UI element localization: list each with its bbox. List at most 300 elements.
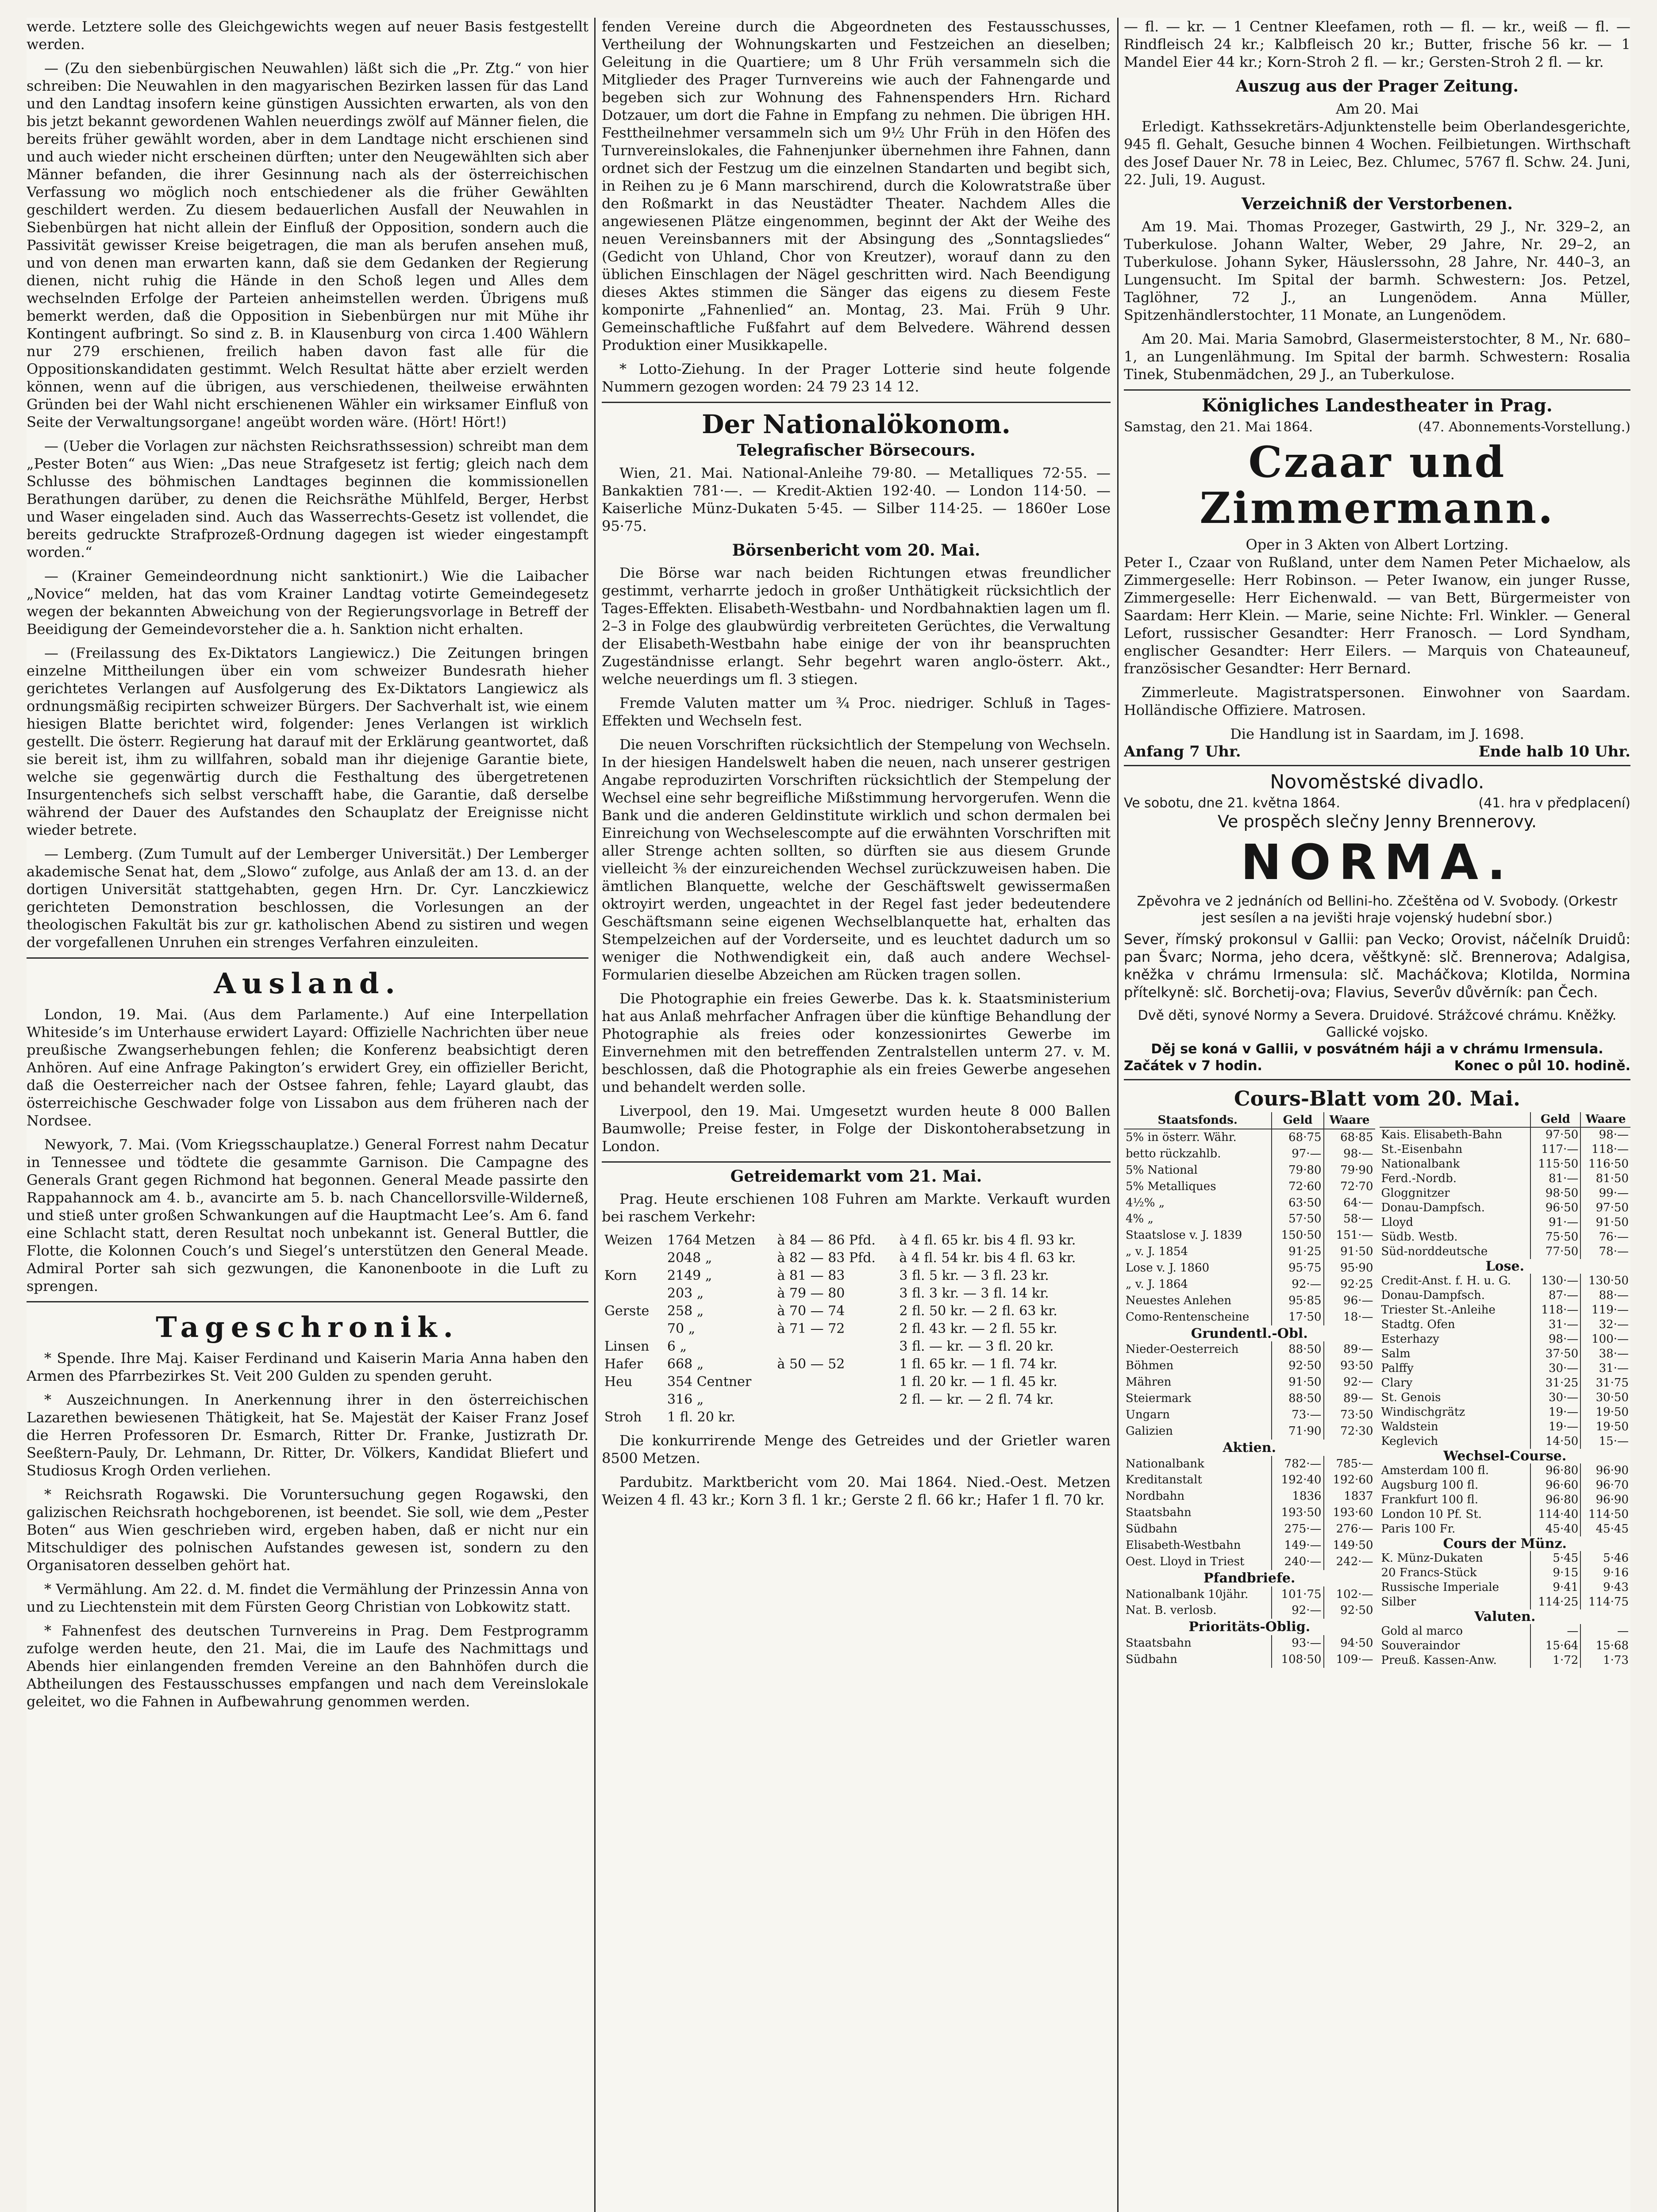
article-paragraph: * Auszeichnungen. In Anerkennung ihrer in den österreichischen Lazarethen bewiesenen Thätigkeit, hat Se. Majestät der Kaiser Franz Josef die Herren Professoren Dr. Esmarch, Ritter Dr. Franke, Justizrath Dr. Seeßtern-Pauly, Dr. Lehmann, Dr. Ritter, Dr. Völkers, Kandidat Bliefert und Studiosus Krogh Orden verliehen. xyxy=(27,1391,588,1479)
article-paragraph: Die Photographie ein freies Gewerbe. Das k. k. Staatsministerium hat aus Anlaß mehrfacher Anfragen über die künftige Behandlung der Photographie als freies oder konzessionirtes Gewerbe im Einvernehmen mit den betreffenden Zentralstellen unterm 27. v. M. beschlossen, daß die Photographie als ein freies Gewerbe angesehen und behandelt werden solle. xyxy=(602,990,1111,1095)
price-ware: 18·— xyxy=(1324,1309,1375,1325)
grain-name xyxy=(602,1391,665,1409)
price-geld: 45·40 xyxy=(1530,1522,1581,1536)
price-ware: 9·43 xyxy=(1580,1580,1630,1595)
column-right xyxy=(1124,18,1630,2212)
theater-abo: (47. Abonnements-Vorstellung.) xyxy=(1418,419,1630,435)
grain-price: 1 fl. 65 kr. — 1 fl. 74 kr. xyxy=(899,1356,1057,1372)
grain-range xyxy=(775,1373,897,1391)
section-title-ausland: Ausland. xyxy=(214,967,401,1000)
price-ware: 38·— xyxy=(1580,1347,1630,1361)
security-name: Souveraindor xyxy=(1381,1639,1460,1652)
column-rule xyxy=(594,18,596,2212)
price-ware: 96·70 xyxy=(1580,1478,1630,1493)
price-geld: 130·— xyxy=(1530,1274,1581,1288)
grain-price: 3 fl. 5 kr. — 3 fl. 23 kr. xyxy=(899,1268,1049,1283)
price-geld: 193·50 xyxy=(1272,1505,1323,1521)
price-geld: 149·— xyxy=(1272,1537,1323,1554)
grain-qty: 258 „ xyxy=(667,1303,704,1319)
grain-qty: 316 „ xyxy=(667,1392,704,1407)
grain-name: Hafer xyxy=(604,1356,643,1372)
price-geld: 91·50 xyxy=(1272,1374,1323,1390)
price-ware: 96·90 xyxy=(1580,1463,1630,1478)
novo-title: Novoměstské divadlo. xyxy=(1270,771,1484,793)
novo-date: Ve sobotu, dne 21. května 1864. xyxy=(1124,795,1340,811)
exchange-row xyxy=(1124,1554,1375,1570)
exchange-row xyxy=(1124,1227,1375,1244)
security-name: Augsburg 100 fl. xyxy=(1381,1479,1479,1492)
article-paragraph: London, 19. Mai. (Aus dem Parlamente.) Auf eine Interpellation Whiteside’s im Unterhause erwidert Layard: Offizielle Nachrichten über neue preußische Zwangserhebungen fehlen; die Konferenz beabsichtigt deren Anhören. Auf eine Anfrage Pakington’s erwidert Grey, ein offizieller Bericht, daß die Oesterreicher nach der Ostsee fahren, fehle; Layard glaubt, das österreichische Geschwader folge von Lissabon aus dem früheren nach der Nordsee. xyxy=(27,1006,588,1129)
price-geld: 275·— xyxy=(1272,1521,1323,1537)
novo-description: Zpěvohra ve 2 jednáních od Bellini-ho. Zčeštěna od V. Svobody. (Orkestr jest sesílen a na jevišti hraje vojenský hudební sbor.) xyxy=(1137,894,1618,926)
security-name: Stadtg. Ofen xyxy=(1381,1318,1455,1331)
exchange-row xyxy=(1380,1288,1631,1303)
opera-subtitle: Oper in 3 Akten von Albert Lortzing. xyxy=(1246,536,1509,553)
price-ware: 91·50 xyxy=(1324,1244,1375,1260)
header-name xyxy=(1380,1112,1530,1127)
security-name: Böhmen xyxy=(1126,1359,1174,1373)
security-name: Lose. xyxy=(1485,1259,1525,1274)
section-title-oekonom: Der Nationalökonom. xyxy=(702,409,1011,439)
price-geld: 19·— xyxy=(1530,1420,1581,1434)
price-geld: 73·— xyxy=(1272,1407,1323,1423)
security-name: Esterhazy xyxy=(1381,1333,1439,1346)
price-geld: 17·50 xyxy=(1272,1309,1323,1325)
price-geld: 96·80 xyxy=(1530,1493,1581,1507)
theater-date: Samstag, den 21. Mai 1864. xyxy=(1124,419,1313,435)
security-name: Nieder-Oesterreich xyxy=(1126,1343,1239,1356)
exchange-row xyxy=(1124,1407,1375,1423)
exchange-row xyxy=(1380,1420,1631,1434)
article-paragraph: Liverpool, den 19. Mai. Umgesetzt wurden heute 8 000 Ballen Baumwolle; Preise fester, in Folge der Diskontoherabsetzung in London. xyxy=(602,1102,1111,1155)
exchange-row xyxy=(1380,1653,1631,1668)
grain-price: 2 fl. 50 kr. — 2 fl. 63 kr. xyxy=(899,1303,1057,1319)
grain-row xyxy=(602,1338,1111,1356)
price-ware: 15·68 xyxy=(1580,1639,1630,1653)
grain-row xyxy=(602,1267,1111,1285)
grain-name: Gerste xyxy=(604,1303,650,1319)
grain-row xyxy=(602,1356,1111,1373)
exchange-row xyxy=(1380,1332,1631,1347)
divider xyxy=(27,957,588,959)
price-ware: 81·50 xyxy=(1580,1171,1630,1186)
cast-list: Peter I., Czaar von Rußland, unter dem Namen Peter Michaelow, als Zimmergeselle: Herr Robinson. — Peter Iwanow, ein junger Russe, Zimmergeselle: Herr Eichenwald. — van Bett, Bürgermeister von Saardam: Herr Klein. — Marie, seine Nichte: Frl. Winkler. — General Lefort, russischer Gesandter: Herr Franosch. — Lord Syndham, englischer Gesandter: Herr Eilers. — Marquis von Chateauneuf, französischer Gesandter: Herr Bernard. xyxy=(1124,554,1630,677)
price-ware: 99·— xyxy=(1580,1186,1630,1201)
exchange-row xyxy=(1380,1127,1631,1142)
price-geld: 1·72 xyxy=(1530,1653,1581,1668)
security-name: Preuß. Kassen-Anw. xyxy=(1381,1654,1497,1667)
article-paragraph: * Vermählung. Am 22. d. M. findet die Vermählung der Prinzessin Anna von und zu Liechtenstein mit dem Fürsten Georg Christian von Lobkowitz statt. xyxy=(27,1581,588,1615)
grain-name: Korn xyxy=(604,1268,637,1283)
security-name: Paris 100 Fr. xyxy=(1381,1522,1456,1536)
security-name: Pfandbriefe. xyxy=(1203,1570,1296,1586)
security-name: Keglevich xyxy=(1381,1435,1438,1448)
price-ware: 1837 xyxy=(1324,1488,1375,1505)
grain-name xyxy=(602,1320,665,1338)
novo-place: Děj se koná v Gallii, v posvátném háji a v chrámu Irmensula. xyxy=(1151,1041,1603,1057)
grain-qty: 1764 Metzen xyxy=(667,1233,756,1248)
price-geld: 150·50 xyxy=(1272,1227,1323,1244)
security-name: „ v. J. 1854 xyxy=(1126,1245,1188,1259)
price-geld: 108·50 xyxy=(1272,1651,1323,1668)
grain-row xyxy=(602,1320,1111,1338)
security-name: Galizien xyxy=(1126,1424,1173,1438)
grain-name: Heu xyxy=(604,1374,633,1390)
price-ware: 30·50 xyxy=(1580,1390,1630,1405)
security-name: Nationalbank xyxy=(1381,1157,1460,1171)
grain-price xyxy=(896,1409,1111,1426)
header-geld: Geld xyxy=(1530,1112,1581,1127)
exchange-row xyxy=(1124,1586,1375,1603)
grain-qty: 354 Centner xyxy=(667,1374,752,1390)
exchange-row xyxy=(1380,1347,1631,1361)
market-paragraph: Wien, 21. Mai. National-Anleihe 79·80. — Metalliques 72·55. — Bankaktien 781·—. — Kredit-Aktien 192·40. — London 114·50. — Kaiserliche Münz-Dukaten 5·45. — Silber 114·25. — 1860er Lose 95·75. xyxy=(602,465,1111,534)
exchange-row xyxy=(1124,1390,1375,1407)
grain-range: à 84 — 86 Pfd. xyxy=(777,1233,876,1248)
price-ware: 91·50 xyxy=(1580,1215,1630,1230)
exchange-row xyxy=(1124,1488,1375,1505)
security-name: Russische Imperiale xyxy=(1381,1581,1499,1594)
price-geld: 87·— xyxy=(1530,1288,1581,1303)
grain-price: 2 fl. 43 kr. — 2 fl. 55 kr. xyxy=(899,1321,1057,1336)
section-subtitle: Telegrafischer Börsecours. xyxy=(737,441,976,460)
grain-row xyxy=(602,1302,1111,1320)
article-paragraph: — Lemberg. (Zum Tumult auf der Lemberger Universität.) Der Lemberger akademische Senat hat, dem „Slowo“ zufolge, aus Anlaß der am 13. d. an der dortigen Universität stattgehabten, gegen Hrn. Dr. Cyr. Lanczkiewicz gerichteten Demonstration beschlossen, die Vorlesungen an der theologischen Fakultät bis zur gr. katholischen Abend zu sistiren und wegen der vorgefallenen Unruhen ein strenges Verfahren einzuleiten. xyxy=(27,845,588,951)
security-name: Amsterdam 100 fl. xyxy=(1381,1464,1489,1477)
article-paragraph: — (Krainer Gemeindeordnung nicht sanktionirt.) Wie die Laibacher „Novice“ melden, hat das vom Krainer Landtag votirte Gemeindegesetz wegen der bekannten Abweichung von der Regierungsvorlage in Betreff der Beeidigung der Gemeindevorsteher die a. h. Sanktion nicht erhalten. xyxy=(27,568,588,637)
price-ware: 89·— xyxy=(1324,1341,1375,1358)
price-geld: 88·50 xyxy=(1272,1390,1323,1407)
security-name: Frankfurt 100 fl. xyxy=(1381,1493,1478,1506)
security-name: Südb. Westb. xyxy=(1381,1230,1458,1244)
grain-range xyxy=(775,1409,897,1426)
price-ware: 97·50 xyxy=(1580,1201,1630,1215)
article-paragraph: — fl. — kr. — 1 Centner Kleefamen, roth — fl. — kr., weiß — fl. — Rindfleisch 24 kr.; Kalbfleisch 20 kr.; Butter, frische 56 kr. — 1 Mandel Eier 44 kr.; Korn-Stroh 2 fl. — kr.; Gersten-Stroh 2 fl. — kr. xyxy=(1124,18,1630,70)
price-ware: 242·— xyxy=(1324,1554,1375,1570)
header-ware: Waare xyxy=(1324,1112,1375,1129)
exchange-row xyxy=(1380,1317,1631,1332)
price-geld: 93·— xyxy=(1272,1635,1323,1651)
auszug-title: Auszug aus der Prager Zeitung. xyxy=(1235,77,1519,96)
security-name: St.-Eisenbahn xyxy=(1381,1143,1463,1156)
price-ware: 45·45 xyxy=(1580,1522,1630,1536)
exchange-row xyxy=(1380,1463,1631,1478)
price-geld: 79·80 xyxy=(1272,1162,1323,1179)
article-paragraph: Die konkurrirende Menge des Getreides und der Grietler waren 8500 Metzen. xyxy=(602,1432,1111,1467)
security-name: Triester St.-Anleihe xyxy=(1381,1303,1496,1317)
price-ware: 114·50 xyxy=(1580,1507,1630,1522)
article-paragraph: Prag. Heute erschienen 108 Fuhren am Markte. Verkauft wurden bei raschem Verkehr: xyxy=(602,1190,1111,1225)
security-name: 4% „ xyxy=(1126,1212,1153,1226)
security-name: Como-Rentenscheine xyxy=(1126,1310,1249,1324)
article-paragraph: — (Freilassung des Ex-Diktators Langiewicz.) Die Zeitungen bringen einzelne Mittheilungen über ein vom schweizer Bundesrath hieher gerichtetes Verlangen auf Ausfolgerung des Ex-Diktators Langiewicz als ordnungsmäßig recipirten schweizer Bürgers. Der Sachverhalt ist, wie einem hiesigen Blatte berichtet wird, folgender: Jenes Verlangen ist wirklich gestellt. Die österr. Regierung hat darauf mit der Erklärung geantwortet, daß sie bereit ist, ihm zu willfahren, sobald man ihr diejenige Garantie biete, welche sie gegenwärtig durch die Festhaltung des übergetretenen Insurgentenchefs sich selbst verschafft habe, die Garantie, daß derselbe während der Dauer des Aufstandes den Schauplatz der Ereignisse nicht wieder betrete. xyxy=(27,645,588,838)
price-ware: 276·— xyxy=(1324,1521,1375,1537)
price-ware: 15·— xyxy=(1580,1434,1630,1449)
price-ware: 94·50 xyxy=(1324,1635,1375,1651)
price-geld: 81·— xyxy=(1530,1171,1581,1186)
security-name: Staatslose v. J. 1839 xyxy=(1126,1229,1242,1242)
price-ware: 116·50 xyxy=(1580,1157,1630,1171)
exchange-row xyxy=(1124,1341,1375,1358)
security-name: Donau-Dampfsch. xyxy=(1381,1201,1485,1214)
price-geld: 30·— xyxy=(1530,1390,1581,1405)
security-name: Nordbahn xyxy=(1126,1490,1185,1503)
price-geld: 91·— xyxy=(1530,1215,1581,1230)
divider xyxy=(602,1161,1111,1163)
exchange-row xyxy=(1380,1215,1631,1230)
exchange-row xyxy=(1124,1358,1375,1374)
exchange-row xyxy=(1380,1449,1631,1463)
header-geld: Geld xyxy=(1272,1112,1323,1129)
price-ware: 19·50 xyxy=(1580,1405,1630,1420)
exchange-row xyxy=(1124,1423,1375,1440)
grain-name: Linsen xyxy=(604,1339,650,1354)
exchange-row xyxy=(1124,1570,1375,1586)
security-name: 20 Francs-Stück xyxy=(1381,1566,1477,1579)
price-ware: 58·— xyxy=(1324,1211,1375,1227)
price-ware: 102·— xyxy=(1324,1586,1375,1603)
article-paragraph: Die Börse war nach beiden Richtungen etwas freundlicher gestimmt, verharrte jedoch in großer Unthätigkeit rücksichtlich der Tages-Effekten. Elisabeth-Westbahn- und Nordbahnaktien lagen um fl. 2–3 in Folge des glaubwürdig verbreiteten Gerüchtes, die Verwaltung der Elisabeth-Westbahn habe einige der von ihr beanspruchten Zugeständnisse erlangt. Sehr begehrt waren anglo-österr. Akt., welche neuerdings um fl. 3 stiegen. xyxy=(602,565,1111,687)
price-geld: 96·80 xyxy=(1530,1463,1581,1478)
security-name: 4½% „ xyxy=(1126,1196,1165,1210)
exchange-row xyxy=(1380,1171,1631,1186)
grain-range: à 50 — 52 xyxy=(777,1356,845,1372)
exchange-row xyxy=(1380,1405,1631,1420)
price-geld: 63·50 xyxy=(1272,1195,1323,1211)
novo-abo: (41. hra v předplacení) xyxy=(1478,795,1630,811)
security-name: Süd-norddeutsche xyxy=(1381,1245,1488,1258)
article-paragraph: * Fahnenfest des deutschen Turnvereins in Prag. Dem Festprogramm zufolge werden heute, den 21. Mai, die im Laufe des Nachmittags und Abends hier einlangenden fremden Vereine an den Bahnhöfen durch die Abtheilungen des Festausschusses empfangen und nach dem Vereinslokale geleitet, wo die Fahnen in Aufbewahrung genommen werden. xyxy=(27,1622,588,1710)
price-geld: 96·50 xyxy=(1530,1201,1581,1215)
security-name: Nationalbank 10jähr. xyxy=(1126,1587,1249,1601)
boerse-title: Börsenbericht vom 20. Mai. xyxy=(732,541,980,560)
security-name: Silber xyxy=(1381,1595,1416,1609)
security-name: Palffy xyxy=(1381,1362,1414,1375)
grain-row xyxy=(602,1391,1111,1409)
price-ware: 109·— xyxy=(1324,1651,1375,1668)
exchange-row xyxy=(1124,1129,1375,1146)
novo-extra: Dvě děti, synové Normy a Severa. Druidové. Strážcové chrámu. Kněžky. Gallické vojsko. xyxy=(1138,1008,1617,1040)
section-title-tageschronik: Tageschronik. xyxy=(156,1311,459,1344)
article-paragraph: — (Ueber die Vorlagen zur nächsten Reichsrathssession) schreibt man dem „Pester Boten“ aus Wien: „Das neue Strafgesetz ist fertig; gleich nach dem Schlusse des böhmischen Landtages beginnen die kommissionellen Berathungen darüber, zu denen die Reichsräthe Mühlfeld, Berger, Herbst und Waser eingeladen sind. Auch das Wasserrechts-Gesetz ist vollendet, die bereits gedruckte Strafprozeß-Ordnung dagegen ist wieder eingestampft worden.“ xyxy=(27,438,588,561)
security-name: Oest. Lloyd in Triest xyxy=(1126,1555,1245,1568)
security-name: Gold al marco xyxy=(1381,1624,1463,1638)
exchange-row xyxy=(1380,1493,1631,1507)
price-ware: 92·— xyxy=(1324,1374,1375,1390)
exchange-row xyxy=(1124,1179,1375,1195)
price-geld: 98·— xyxy=(1530,1332,1581,1347)
price-ware: 130·50 xyxy=(1580,1274,1630,1288)
security-name: 5% Metalliques xyxy=(1126,1179,1216,1193)
exchange-row xyxy=(1124,1244,1375,1260)
grain-row xyxy=(602,1285,1111,1302)
price-geld: 68·75 xyxy=(1272,1129,1323,1146)
security-name: Südbahn xyxy=(1126,1653,1177,1667)
grain-table xyxy=(602,1232,1111,1426)
security-name: Prioritäts-Oblig. xyxy=(1188,1619,1311,1635)
theater-meta xyxy=(1124,419,1630,435)
article-paragraph: Fremde Valuten matter um ¾ Proc. niedriger. Schluß in Tages-Effekten und Wechseln fest. xyxy=(602,695,1111,729)
security-name: Windischgrätz xyxy=(1381,1406,1465,1419)
price-geld: 97·— xyxy=(1272,1146,1323,1162)
price-ware: 1·73 xyxy=(1580,1653,1630,1668)
exchange-row xyxy=(1380,1157,1631,1171)
price-ware: 93·50 xyxy=(1324,1358,1375,1374)
price-ware: 92·50 xyxy=(1324,1602,1375,1619)
price-geld: 19·— xyxy=(1530,1405,1581,1420)
grain-range xyxy=(775,1338,897,1356)
exchange-row xyxy=(1380,1478,1631,1493)
exchange-row xyxy=(1124,1472,1375,1488)
grain-qty: 2149 „ xyxy=(667,1268,712,1283)
exchange-row xyxy=(1124,1440,1375,1456)
novo-meta xyxy=(1124,795,1630,812)
exchange-row xyxy=(1380,1230,1631,1244)
exchange-row xyxy=(1124,1195,1375,1211)
price-ware: 72·70 xyxy=(1324,1179,1375,1195)
exchange-row xyxy=(1124,1374,1375,1390)
price-geld: 77·50 xyxy=(1530,1244,1581,1259)
price-geld: 114·40 xyxy=(1530,1507,1581,1522)
security-name: Elisabeth-Westbahn xyxy=(1126,1538,1241,1552)
exchange-table-left xyxy=(1124,1112,1375,1668)
price-ware: 89·— xyxy=(1324,1390,1375,1407)
grain-qty: 668 „ xyxy=(667,1356,704,1372)
security-name: Grundentl.-Obl. xyxy=(1191,1325,1308,1341)
price-geld: 9·41 xyxy=(1530,1580,1581,1595)
divider xyxy=(27,1301,588,1302)
grain-range: à 82 — 83 Pfd. xyxy=(777,1250,876,1266)
novo-times xyxy=(1124,1058,1630,1075)
security-name: Clary xyxy=(1381,1376,1413,1390)
article-paragraph: Am 19. Mai. Thomas Prozeger, Gastwirth, 29 J., Nr. 329–2, an Tuberkulose. Johann Walter, Weber, 29 Jahre, Nr. 29–2, an Tuberkulose. Johann Syker, Häuslerssohn, 28 Jahre, Nr. 440–3, an Lungensucht. Im Spital der barmh. Schwestern: Jos. Petzel, Taglöhner, 72 J., an Lungenödem. Anna Müller, Spitzenhändlerstochter, 11 Monate, an Lungenödem. xyxy=(1124,218,1630,323)
price-geld: 71·90 xyxy=(1272,1423,1323,1440)
security-name: Mähren xyxy=(1126,1375,1172,1389)
security-name: Staatsbahn xyxy=(1126,1636,1192,1650)
exchange-row xyxy=(1124,1309,1375,1325)
exchange-row xyxy=(1380,1303,1631,1317)
security-name: Staatsbahn xyxy=(1126,1506,1192,1520)
exchange-row xyxy=(1380,1639,1631,1653)
price-geld: — xyxy=(1530,1624,1581,1639)
grain-range xyxy=(775,1391,897,1409)
exchange-row xyxy=(1380,1551,1631,1566)
exchange-row xyxy=(1380,1522,1631,1536)
security-name: Südbahn xyxy=(1126,1522,1177,1536)
exchange-row xyxy=(1380,1274,1631,1288)
exchange-row xyxy=(1124,1505,1375,1521)
exchange-row xyxy=(1380,1244,1631,1259)
price-geld: 95·85 xyxy=(1272,1293,1323,1309)
price-ware: 98·— xyxy=(1324,1146,1375,1162)
article-paragraph: Pardubitz. Marktbericht vom 20. Mai 1864. Nied.-Oest. Metzen Weizen 4 fl. 43 kr.; Korn 3 fl. 1 kr.; Gerste 2 fl. 66 kr.; Hafer 1 fl. 70 kr. xyxy=(602,1474,1111,1508)
grain-price: 3 fl. — kr. — 3 fl. 20 kr. xyxy=(899,1339,1054,1354)
grain-price: 1 fl. 20 kr. — 1 fl. 45 kr. xyxy=(899,1374,1057,1390)
auszug-date: Am 20. Mai xyxy=(1336,100,1419,117)
exchange-row xyxy=(1380,1390,1631,1405)
column-rule xyxy=(1117,18,1119,2212)
exchange-row xyxy=(1380,1536,1631,1551)
verstorbene-title: Verzeichniß der Verstorbenen. xyxy=(1241,195,1513,213)
exchange-row xyxy=(1124,1260,1375,1276)
price-geld: 57·50 xyxy=(1272,1211,1323,1227)
price-ware: 96·90 xyxy=(1580,1493,1630,1507)
security-name: Nationalbank xyxy=(1126,1457,1204,1471)
security-name: Salm xyxy=(1381,1347,1411,1360)
show-times xyxy=(1124,743,1630,760)
price-geld: 30·— xyxy=(1530,1361,1581,1376)
grain-range: à 70 — 74 xyxy=(777,1303,845,1319)
grain-row xyxy=(602,1232,1111,1249)
grain-qty: 6 „ xyxy=(667,1339,687,1354)
price-geld: 5·45 xyxy=(1530,1551,1581,1566)
price-ware: 119·— xyxy=(1580,1303,1630,1317)
grain-range: à 71 — 72 xyxy=(777,1321,845,1336)
price-ware: 9·16 xyxy=(1580,1566,1630,1580)
security-name: K. Münz-Dukaten xyxy=(1381,1551,1483,1565)
article-paragraph: Die neuen Vorschriften rücksichtlich der Stempelung von Wechseln. In der hiesigen Handelswelt haben die neuen, nach unserer gestrigen Angabe reproduzirten Vorschriften rücksichtlich der Stempelung der Wechsel eine sehr begreifliche Mißstimmung hervorgerufen. Wenn die Bank und die anderen Geldinstitute wirklich und schon dermalen bei Einreichung von Wechselescompte auf die erwähnten Vorschriften mit aller Strenge achten sollten, so dürften sie aus diesem Grunde vielleicht ⅜ der einzureichenden Wechsel zurückzuweisen haben. Die ämtlichen Blanquette, welche der Geschäftswelt gewissermaßen oktroyirt werden, ungeachtet in der Regel fast jeder bedeutendere Geschäftsmann seine eigenen Wechselblanquette hat, erhalten das Stempelzeichen auf der Vorderseite, und es leuchtet dadurch um so weniger die Nothwendigkeit ein, daß auch andere Wechsel-Formularien dieselbe Abzeichen am Rücken tragen sollen. xyxy=(602,736,1111,983)
table-header xyxy=(1124,1112,1375,1129)
price-geld: 75·50 xyxy=(1530,1230,1581,1244)
price-ware: 95·90 xyxy=(1324,1260,1375,1276)
exchange-row xyxy=(1380,1595,1631,1609)
exchange-row xyxy=(1124,1162,1375,1179)
divider xyxy=(1124,1079,1630,1080)
grain-name xyxy=(602,1249,665,1267)
divider xyxy=(602,402,1111,403)
header-ware: Waare xyxy=(1580,1112,1630,1127)
header-name: Staatsfonds. xyxy=(1124,1112,1272,1129)
exchange-row xyxy=(1380,1259,1631,1274)
price-geld: 37·50 xyxy=(1530,1347,1581,1361)
price-ware: 785·— xyxy=(1324,1456,1375,1472)
price-ware: 118·— xyxy=(1580,1142,1630,1157)
novo-cast: Sever, římský prokonsul v Gallii: pan Vecko; Orovist, náčelník Druidů: pan Švarc; Norma, jeho dcera, věštkyně: slč. Brennerova; Adalgisa, kněžka v chrámu Irmensula: slč. Macháčkova; Klotilda, Normina přítelkyně: slč. Borchetij-ova; Flavius, Severův důvěrník: pan Čech. xyxy=(1124,931,1630,1001)
grain-qty: 203 „ xyxy=(667,1286,704,1301)
extras: Zimmerleute. Magistratspersonen. Einwohner von Saardam. Holländische Offiziere. Matrosen. xyxy=(1124,684,1630,718)
grain-qty: 2048 „ xyxy=(667,1250,712,1266)
norma-title: NORMA. xyxy=(1241,834,1514,891)
price-ware: — xyxy=(1580,1624,1630,1639)
exchange-row xyxy=(1380,1609,1631,1624)
exchange-row xyxy=(1124,1325,1375,1342)
price-geld: 240·— xyxy=(1272,1554,1323,1570)
exchange-row xyxy=(1380,1507,1631,1522)
grain-range: à 81 — 83 xyxy=(777,1268,845,1283)
price-ware: 100·— xyxy=(1580,1332,1630,1347)
price-ware: 151·— xyxy=(1324,1227,1375,1244)
price-ware: 79·90 xyxy=(1324,1162,1375,1179)
article-paragraph: werde. Letztere solle des Gleichgewichts wegen auf neuer Basis festgestellt werden. xyxy=(27,18,588,53)
security-name: Kais. Elisabeth-Bahn xyxy=(1381,1128,1503,1141)
security-name: Kreditanstalt xyxy=(1126,1473,1202,1487)
price-geld: 14·50 xyxy=(1530,1434,1581,1449)
exchange-row xyxy=(1380,1142,1631,1157)
grain-name: Stroh xyxy=(604,1409,642,1425)
price-geld: 31·25 xyxy=(1530,1376,1581,1390)
exchange-row xyxy=(1124,1456,1375,1472)
price-ware: 149·50 xyxy=(1324,1537,1375,1554)
security-name: 5% in österr. Währ. xyxy=(1126,1130,1237,1144)
price-ware: 96·— xyxy=(1324,1293,1375,1309)
lotto-paragraph: * Lotto-Ziehung. In der Prager Lotterie sind heute folgende Nummern gezogen worden: 24 79 23 14 12. xyxy=(602,361,1111,395)
price-ware: 64·— xyxy=(1324,1195,1375,1211)
security-name: Credit-Anst. f. H. u. G. xyxy=(1381,1274,1511,1287)
exchange-row xyxy=(1380,1624,1631,1639)
price-geld: 96·60 xyxy=(1530,1478,1581,1493)
price-ware: 193·60 xyxy=(1324,1505,1375,1521)
security-name: Wechsel-Course. xyxy=(1443,1448,1567,1464)
